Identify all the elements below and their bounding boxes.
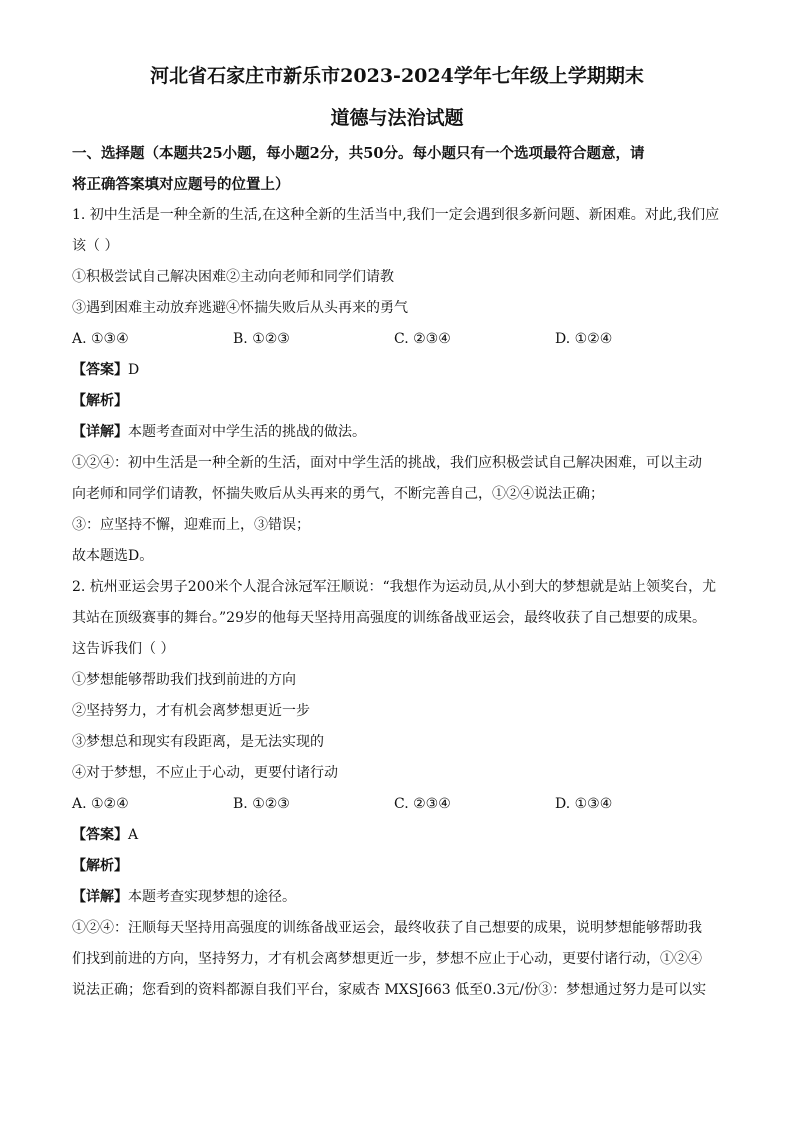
- q2-option-c: C. ②③④: [394, 796, 451, 812]
- question-1: [72, 200, 722, 572]
- document-title: 河北省石家庄市新乐市2023-2024学年七年级上学期期末: [150, 65, 644, 87]
- q1-option-c: C. ②③④: [394, 331, 451, 347]
- q2-explain-line3-end: ③：梦想通过努力是可以实: [538, 982, 707, 998]
- q1-statement-line1: ①积极尝试自己解决困难②主动向老师和同学们请教: [72, 269, 394, 285]
- q1-options: [72, 324, 722, 355]
- q2-answer-label: 【答案】: [72, 827, 128, 843]
- q1-option-b: B. ①②③: [233, 331, 290, 347]
- q2-statement-2: ②坚持努力，才有机会离梦想更近一步: [72, 703, 310, 719]
- question-2: [72, 572, 722, 1006]
- q1-answer: [72, 355, 722, 386]
- q2-analysis-label: 【解析】: [72, 858, 128, 874]
- q1-analysis: [72, 386, 722, 417]
- section-heading-line1: 一、选择题（本题共25小题，每小题2分，共50分。每小题只有一个选项最符合题意，请: [72, 145, 645, 162]
- q1-explain-line1: ①②④：初中生活是一种全新的生活，面对中学生活的挑战，我们应积极尝试自己解决困难，可以主动: [72, 455, 702, 471]
- q2-options: [72, 789, 722, 820]
- q1-detail: [72, 417, 722, 448]
- q2-explain-line3: [72, 975, 722, 1006]
- q1-answer-value: D: [128, 362, 140, 378]
- platform-watermark-text: 您看到的资料都源自我们平台，家威杏 MXSJ663 低至0.3元/份: [142, 982, 539, 998]
- q2-statement-3: ③梦想总和现实有段距离，是无法实现的: [72, 734, 324, 750]
- q1-detail-text: 本题考查面对中学生活的挑战的做法。: [128, 424, 366, 440]
- q2-stem-line3: 这告诉我们（ ）: [72, 641, 175, 657]
- q2-detail-label: 【详解】: [72, 889, 128, 905]
- q1-answer-label: 【答案】: [72, 362, 128, 378]
- q1-conclusion: 故本题选D。: [72, 548, 154, 564]
- q2-stem-line2: 其站在顶级赛事的舞台。”29岁的他每天坚持用高强度的训练备战亚运会，最终收获了自己想要的成果。: [72, 610, 706, 626]
- q2-explain-line3-start: 说法正确；: [72, 982, 142, 998]
- q1-explain-line2: 向老师和同学们请教，怀揣失败后从头再来的勇气，不断完善自己，①②④说法正确；: [72, 486, 604, 502]
- q1-statement-line2: ③遇到困难主动放弃逃避④怀揣失败后从头再来的勇气: [72, 300, 408, 316]
- section-heading-line2: 将正确答案填对应题号的位置上）: [72, 176, 290, 193]
- q2-statement-4: ④对于梦想，不应止于心动，更要付诸行动: [72, 765, 338, 781]
- q1-detail-label: 【详解】: [72, 424, 128, 440]
- q2-option-b: B. ①②③: [233, 796, 290, 812]
- q2-explain-line1: ①②④：汪顺每天坚持用高强度的训练备战亚运会，最终收获了自己想要的成果，说明梦想能够帮助我: [72, 920, 702, 936]
- q2-analysis: [72, 851, 722, 882]
- document-subtitle: 道德与法治试题: [330, 107, 464, 129]
- q2-option-d: D. ①③④: [555, 796, 613, 812]
- q1-analysis-label: 【解析】: [72, 393, 128, 409]
- q2-answer-value: A: [128, 827, 139, 843]
- q1-stem-line1: 1. 初中生活是一种全新的生活,在这种全新的生活当中,我们一定会遇到很多新问题、新困难。对此,我们应: [72, 207, 720, 223]
- q2-stem-line1: 2. 杭州亚运会男子200米个人混合泳冠军汪顺说：“我想作为运动员,从小到大的梦想就是站上领奖台，尤: [72, 579, 717, 595]
- q1-option-d: D. ①②④: [555, 331, 613, 347]
- q2-detail: [72, 882, 722, 913]
- q1-option-a: A. ①③④: [72, 331, 129, 347]
- q2-detail-text: 本题考查实现梦想的途径。: [128, 889, 296, 905]
- q2-answer: [72, 820, 722, 851]
- q2-explain-line2: 们找到前进的方向，坚持努力，才有机会离梦想更近一步，梦想不应止于心动，更要付诸行动，①②④: [72, 951, 702, 967]
- q1-stem-line2: 该（ ）: [72, 238, 119, 254]
- q1-explain-line3: ③：应坚持不懈，迎难而上，③错误；: [72, 517, 310, 533]
- q2-option-a: A. ①②④: [72, 796, 129, 812]
- q2-statement-1: ①梦想能够帮助我们找到前进的方向: [72, 672, 296, 688]
